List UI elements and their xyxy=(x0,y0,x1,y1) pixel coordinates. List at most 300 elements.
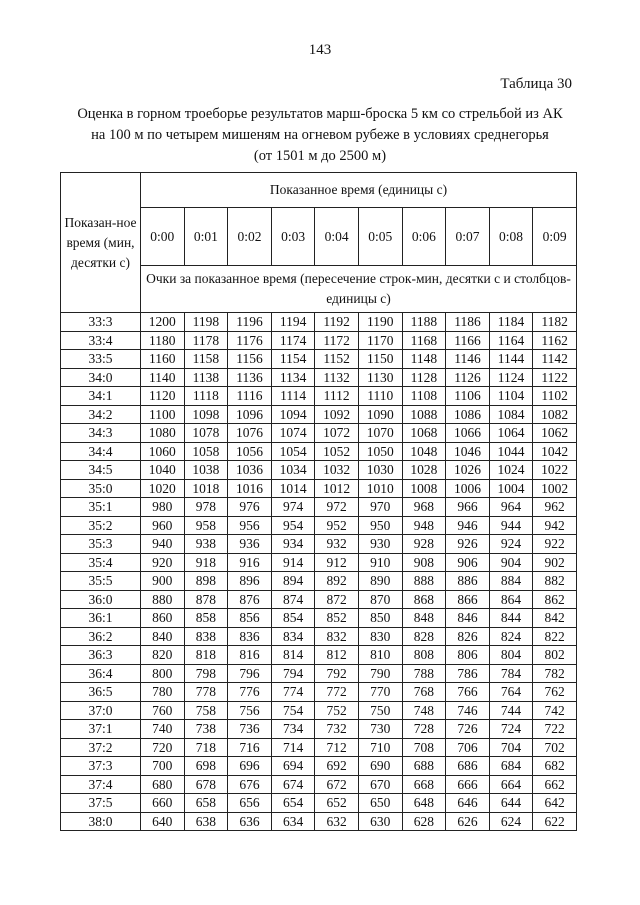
score-cell: 1184 xyxy=(489,313,533,332)
score-cell: 1074 xyxy=(271,424,315,443)
score-cell: 950 xyxy=(358,516,402,535)
score-cell: 970 xyxy=(358,498,402,517)
score-cell: 718 xyxy=(184,738,228,757)
score-cell: 1048 xyxy=(402,442,446,461)
score-cell: 770 xyxy=(358,683,402,702)
score-cell: 1036 xyxy=(228,461,272,480)
score-cell: 1148 xyxy=(402,350,446,369)
score-cell: 980 xyxy=(141,498,185,517)
score-cell: 1042 xyxy=(533,442,577,461)
score-cell: 1026 xyxy=(446,461,490,480)
row-time-label: 36:1 xyxy=(61,609,141,628)
score-cell: 828 xyxy=(402,627,446,646)
score-cell: 948 xyxy=(402,516,446,535)
score-cell: 804 xyxy=(489,646,533,665)
score-cell: 1002 xyxy=(533,479,577,498)
score-cell: 686 xyxy=(446,757,490,776)
table-row xyxy=(61,461,577,480)
score-cell: 1010 xyxy=(358,479,402,498)
score-cell: 690 xyxy=(358,757,402,776)
table-row xyxy=(61,479,577,498)
score-cell: 1114 xyxy=(271,387,315,406)
table-row xyxy=(61,683,577,702)
table-row xyxy=(61,424,577,443)
score-cell: 912 xyxy=(315,553,359,572)
score-cell: 854 xyxy=(271,609,315,628)
score-cell: 1020 xyxy=(141,479,185,498)
table-row xyxy=(61,405,577,424)
score-table xyxy=(60,172,577,831)
score-cell: 700 xyxy=(141,757,185,776)
score-cell: 1168 xyxy=(402,331,446,350)
score-cell: 788 xyxy=(402,664,446,683)
score-cell: 748 xyxy=(402,701,446,720)
score-cell: 1192 xyxy=(315,313,359,332)
row-time-label: 34:3 xyxy=(61,424,141,443)
score-cell: 1174 xyxy=(271,331,315,350)
score-cell: 964 xyxy=(489,498,533,517)
score-cell: 1022 xyxy=(533,461,577,480)
score-cell: 934 xyxy=(271,535,315,554)
score-cell: 812 xyxy=(315,646,359,665)
table-row xyxy=(61,812,577,831)
score-cell: 654 xyxy=(271,794,315,813)
score-cell: 930 xyxy=(358,535,402,554)
score-cell: 758 xyxy=(184,701,228,720)
score-cell: 1034 xyxy=(271,461,315,480)
score-cell: 908 xyxy=(402,553,446,572)
score-cell: 648 xyxy=(402,794,446,813)
score-cell: 840 xyxy=(141,627,185,646)
score-cell: 666 xyxy=(446,775,490,794)
score-cell: 1032 xyxy=(315,461,359,480)
score-cell: 1196 xyxy=(228,313,272,332)
score-cell: 960 xyxy=(141,516,185,535)
score-cell: 902 xyxy=(533,553,577,572)
score-cell: 816 xyxy=(228,646,272,665)
score-cell: 676 xyxy=(228,775,272,794)
score-cell: 672 xyxy=(315,775,359,794)
score-cell: 622 xyxy=(533,812,577,831)
score-cell: 792 xyxy=(315,664,359,683)
score-cell: 900 xyxy=(141,572,185,591)
score-cell: 1040 xyxy=(141,461,185,480)
score-cell: 864 xyxy=(489,590,533,609)
score-cell: 946 xyxy=(446,516,490,535)
row-time-label: 37:5 xyxy=(61,794,141,813)
caption-line: на 100 м по четырем мишеням на огневом рубеже в условиях среднегорья xyxy=(91,127,549,143)
score-cell: 1106 xyxy=(446,387,490,406)
score-cell: 724 xyxy=(489,720,533,739)
score-cell: 1142 xyxy=(533,350,577,369)
score-cell: 744 xyxy=(489,701,533,720)
score-cell: 780 xyxy=(141,683,185,702)
score-cell: 652 xyxy=(315,794,359,813)
row-time-label: 37:3 xyxy=(61,757,141,776)
score-cell: 1126 xyxy=(446,368,490,387)
score-cell: 1044 xyxy=(489,442,533,461)
score-cell: 978 xyxy=(184,498,228,517)
subgroup-header: Очки за показанное время (пересечение строк-мин, десятки с и столбцов-единицы с) xyxy=(141,266,577,313)
table-row xyxy=(61,313,577,332)
score-cell: 932 xyxy=(315,535,359,554)
score-cell: 756 xyxy=(228,701,272,720)
score-cell: 920 xyxy=(141,553,185,572)
score-cell: 870 xyxy=(358,590,402,609)
score-cell: 1130 xyxy=(358,368,402,387)
score-cell: 830 xyxy=(358,627,402,646)
score-cell: 1094 xyxy=(271,405,315,424)
score-cell: 940 xyxy=(141,535,185,554)
score-cell: 1166 xyxy=(446,331,490,350)
row-time-label: 37:4 xyxy=(61,775,141,794)
score-cell: 702 xyxy=(533,738,577,757)
score-cell: 836 xyxy=(228,627,272,646)
score-cell: 1030 xyxy=(358,461,402,480)
score-cell: 636 xyxy=(228,812,272,831)
score-cell: 1150 xyxy=(358,350,402,369)
score-cell: 906 xyxy=(446,553,490,572)
score-cell: 760 xyxy=(141,701,185,720)
score-cell: 1140 xyxy=(141,368,185,387)
score-cell: 1098 xyxy=(184,405,228,424)
score-cell: 914 xyxy=(271,553,315,572)
score-cell: 752 xyxy=(315,701,359,720)
score-cell: 1128 xyxy=(402,368,446,387)
score-cell: 776 xyxy=(228,683,272,702)
score-cell: 732 xyxy=(315,720,359,739)
score-cell: 942 xyxy=(533,516,577,535)
score-cell: 1120 xyxy=(141,387,185,406)
column-header: 0:05 xyxy=(358,208,402,266)
score-cell: 858 xyxy=(184,609,228,628)
score-cell: 688 xyxy=(402,757,446,776)
table-row xyxy=(61,720,577,739)
score-cell: 1018 xyxy=(184,479,228,498)
table-row xyxy=(61,368,577,387)
table-row xyxy=(61,609,577,628)
score-cell: 1152 xyxy=(315,350,359,369)
score-cell: 662 xyxy=(533,775,577,794)
group-header: Показанное время (единицы с) xyxy=(141,173,577,208)
table-row xyxy=(61,535,577,554)
row-time-label: 34:2 xyxy=(61,405,141,424)
score-cell: 968 xyxy=(402,498,446,517)
score-cell: 1012 xyxy=(315,479,359,498)
score-cell: 720 xyxy=(141,738,185,757)
score-cell: 1158 xyxy=(184,350,228,369)
row-time-label: 37:1 xyxy=(61,720,141,739)
score-cell: 1134 xyxy=(271,368,315,387)
score-cell: 944 xyxy=(489,516,533,535)
score-cell: 966 xyxy=(446,498,490,517)
score-cell: 1052 xyxy=(315,442,359,461)
caption-line: (от 1501 м до 2500 м) xyxy=(253,148,387,164)
score-cell: 746 xyxy=(446,701,490,720)
score-cell: 936 xyxy=(228,535,272,554)
score-cell: 1090 xyxy=(358,405,402,424)
score-cell: 856 xyxy=(228,609,272,628)
score-cell: 1006 xyxy=(446,479,490,498)
score-cell: 738 xyxy=(184,720,228,739)
score-cell: 904 xyxy=(489,553,533,572)
score-cell: 696 xyxy=(228,757,272,776)
score-cell: 694 xyxy=(271,757,315,776)
table-row xyxy=(61,331,577,350)
score-cell: 846 xyxy=(446,609,490,628)
score-cell: 1108 xyxy=(402,387,446,406)
score-cell: 800 xyxy=(141,664,185,683)
score-cell: 888 xyxy=(402,572,446,591)
score-cell: 824 xyxy=(489,627,533,646)
score-cell: 1180 xyxy=(141,331,185,350)
score-cell: 1182 xyxy=(533,313,577,332)
score-cell: 822 xyxy=(533,627,577,646)
score-cell: 876 xyxy=(228,590,272,609)
score-cell: 660 xyxy=(141,794,185,813)
score-cell: 1172 xyxy=(315,331,359,350)
score-cell: 774 xyxy=(271,683,315,702)
score-cell: 682 xyxy=(533,757,577,776)
row-time-label: 38:0 xyxy=(61,812,141,831)
table-row xyxy=(61,738,577,757)
score-cell: 1050 xyxy=(358,442,402,461)
score-cell: 1024 xyxy=(489,461,533,480)
column-header: 0:06 xyxy=(402,208,446,266)
score-cell: 1066 xyxy=(446,424,490,443)
score-cell: 668 xyxy=(402,775,446,794)
score-cell: 896 xyxy=(228,572,272,591)
score-cell: 764 xyxy=(489,683,533,702)
score-cell: 1070 xyxy=(358,424,402,443)
score-cell: 868 xyxy=(402,590,446,609)
score-cell: 778 xyxy=(184,683,228,702)
score-cell: 1046 xyxy=(446,442,490,461)
row-time-label: 36:5 xyxy=(61,683,141,702)
table-row xyxy=(61,387,577,406)
column-header: 0:01 xyxy=(184,208,228,266)
score-cell: 894 xyxy=(271,572,315,591)
score-cell: 790 xyxy=(358,664,402,683)
score-cell: 866 xyxy=(446,590,490,609)
score-cell: 1016 xyxy=(228,479,272,498)
row-time-label: 36:3 xyxy=(61,646,141,665)
score-cell: 664 xyxy=(489,775,533,794)
score-cell: 1080 xyxy=(141,424,185,443)
score-cell: 628 xyxy=(402,812,446,831)
score-cell: 826 xyxy=(446,627,490,646)
score-cell: 674 xyxy=(271,775,315,794)
score-cell: 892 xyxy=(315,572,359,591)
score-cell: 862 xyxy=(533,590,577,609)
score-cell: 632 xyxy=(315,812,359,831)
score-cell: 1138 xyxy=(184,368,228,387)
row-time-label: 35:4 xyxy=(61,553,141,572)
score-cell: 714 xyxy=(271,738,315,757)
table-row xyxy=(61,498,577,517)
table-row xyxy=(61,664,577,683)
table-row xyxy=(61,757,577,776)
score-cell: 860 xyxy=(141,609,185,628)
score-cell: 634 xyxy=(271,812,315,831)
score-cell: 1112 xyxy=(315,387,359,406)
score-cell: 710 xyxy=(358,738,402,757)
score-cell: 796 xyxy=(228,664,272,683)
score-cell: 832 xyxy=(315,627,359,646)
score-cell: 1004 xyxy=(489,479,533,498)
score-cell: 1072 xyxy=(315,424,359,443)
table-row xyxy=(61,516,577,535)
table-row xyxy=(61,646,577,665)
score-cell: 1110 xyxy=(358,387,402,406)
score-cell: 1062 xyxy=(533,424,577,443)
score-cell: 1194 xyxy=(271,313,315,332)
score-cell: 1186 xyxy=(446,313,490,332)
score-cell: 1086 xyxy=(446,405,490,424)
score-cell: 1144 xyxy=(489,350,533,369)
score-cell: 722 xyxy=(533,720,577,739)
row-time-label: 34:4 xyxy=(61,442,141,461)
row-time-label: 36:0 xyxy=(61,590,141,609)
score-cell: 1200 xyxy=(141,313,185,332)
score-cell: 1084 xyxy=(489,405,533,424)
row-time-label: 34:1 xyxy=(61,387,141,406)
row-time-label: 34:5 xyxy=(61,461,141,480)
score-cell: 1176 xyxy=(228,331,272,350)
score-cell: 684 xyxy=(489,757,533,776)
score-cell: 626 xyxy=(446,812,490,831)
score-cell: 1038 xyxy=(184,461,228,480)
score-cell: 1058 xyxy=(184,442,228,461)
score-cell: 708 xyxy=(402,738,446,757)
score-cell: 810 xyxy=(358,646,402,665)
score-cell: 922 xyxy=(533,535,577,554)
row-time-label: 35:3 xyxy=(61,535,141,554)
score-cell: 1014 xyxy=(271,479,315,498)
row-time-label: 34:0 xyxy=(61,368,141,387)
score-cell: 938 xyxy=(184,535,228,554)
score-cell: 642 xyxy=(533,794,577,813)
table-row xyxy=(61,701,577,720)
score-cell: 742 xyxy=(533,701,577,720)
column-header: 0:09 xyxy=(533,208,577,266)
score-cell: 1156 xyxy=(228,350,272,369)
score-cell: 624 xyxy=(489,812,533,831)
score-cell: 874 xyxy=(271,590,315,609)
score-cell: 1092 xyxy=(315,405,359,424)
score-cell: 1088 xyxy=(402,405,446,424)
score-cell: 766 xyxy=(446,683,490,702)
score-cell: 692 xyxy=(315,757,359,776)
score-cell: 798 xyxy=(184,664,228,683)
row-time-label: 35:0 xyxy=(61,479,141,498)
row-time-label: 37:2 xyxy=(61,738,141,757)
score-cell: 834 xyxy=(271,627,315,646)
score-cell: 1170 xyxy=(358,331,402,350)
score-cell: 678 xyxy=(184,775,228,794)
score-cell: 1132 xyxy=(315,368,359,387)
table-row xyxy=(61,350,577,369)
score-cell: 842 xyxy=(533,609,577,628)
score-cell: 956 xyxy=(228,516,272,535)
score-cell: 1146 xyxy=(446,350,490,369)
table-caption xyxy=(40,104,600,167)
score-cell: 1078 xyxy=(184,424,228,443)
score-cell: 976 xyxy=(228,498,272,517)
score-cell: 750 xyxy=(358,701,402,720)
score-cell: 670 xyxy=(358,775,402,794)
page-number: 143 xyxy=(308,42,332,58)
score-cell: 886 xyxy=(446,572,490,591)
score-cell: 844 xyxy=(489,609,533,628)
score-cell: 880 xyxy=(141,590,185,609)
score-cell: 1154 xyxy=(271,350,315,369)
score-cell: 1190 xyxy=(358,313,402,332)
score-cell: 1028 xyxy=(402,461,446,480)
score-cell: 736 xyxy=(228,720,272,739)
table-row xyxy=(61,572,577,591)
score-cell: 782 xyxy=(533,664,577,683)
score-cell: 838 xyxy=(184,627,228,646)
score-cell: 1008 xyxy=(402,479,446,498)
score-cell: 806 xyxy=(446,646,490,665)
score-cell: 762 xyxy=(533,683,577,702)
score-cell: 1116 xyxy=(228,387,272,406)
score-cell: 646 xyxy=(446,794,490,813)
score-cell: 1056 xyxy=(228,442,272,461)
table-label: Таблица 30 xyxy=(500,76,572,92)
column-header: 0:04 xyxy=(315,208,359,266)
table-row xyxy=(61,442,577,461)
score-cell: 1164 xyxy=(489,331,533,350)
score-cell: 890 xyxy=(358,572,402,591)
score-cell: 848 xyxy=(402,609,446,628)
score-cell: 712 xyxy=(315,738,359,757)
score-cell: 716 xyxy=(228,738,272,757)
score-cell: 1054 xyxy=(271,442,315,461)
column-header: 0:00 xyxy=(141,208,185,266)
score-cell: 884 xyxy=(489,572,533,591)
score-cell: 972 xyxy=(315,498,359,517)
score-cell: 882 xyxy=(533,572,577,591)
score-cell: 680 xyxy=(141,775,185,794)
score-cell: 734 xyxy=(271,720,315,739)
score-cell: 698 xyxy=(184,757,228,776)
score-cell: 962 xyxy=(533,498,577,517)
score-cell: 878 xyxy=(184,590,228,609)
score-cell: 706 xyxy=(446,738,490,757)
score-cell: 974 xyxy=(271,498,315,517)
row-time-label: 37:0 xyxy=(61,701,141,720)
score-cell: 772 xyxy=(315,683,359,702)
row-time-label: 36:4 xyxy=(61,664,141,683)
score-cell: 924 xyxy=(489,535,533,554)
column-header: 0:08 xyxy=(489,208,533,266)
score-cell: 644 xyxy=(489,794,533,813)
score-cell: 1100 xyxy=(141,405,185,424)
score-cell: 952 xyxy=(315,516,359,535)
score-cell: 1162 xyxy=(533,331,577,350)
score-cell: 1136 xyxy=(228,368,272,387)
score-cell: 754 xyxy=(271,701,315,720)
score-cell: 704 xyxy=(489,738,533,757)
score-cell: 928 xyxy=(402,535,446,554)
score-cell: 818 xyxy=(184,646,228,665)
score-cell: 958 xyxy=(184,516,228,535)
score-cell: 954 xyxy=(271,516,315,535)
score-cell: 658 xyxy=(184,794,228,813)
table-row xyxy=(61,553,577,572)
